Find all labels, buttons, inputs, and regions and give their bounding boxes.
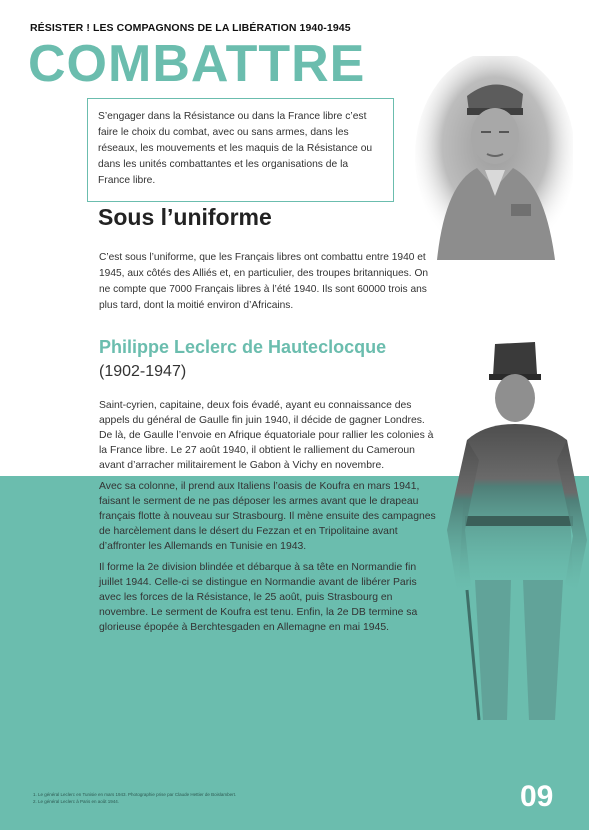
portrait-photo bbox=[415, 56, 573, 260]
bio-text bbox=[99, 398, 439, 641]
bio-paragraph: Avec sa colonne, il prend aux Italiens l’oasis de Koufra en mars 1941, faisant le serment de ne pas déposer les armes avant que le drapeau français flotte à nouveau sur Strasbourg. Il mène ensuite des campagnes de harcèlement dans le désert du Fezzan et en Tripolitaine avant d’affronter les Allemands en Tunisie en 1943. bbox=[99, 481, 436, 552]
page-number: 09 bbox=[520, 780, 554, 813]
bio-paragraph: Il forme la 2e division blindée et débarque à sa tête en Normandie fin juillet 1944. Celle-ci se distingue en Normandie avant de libérer Paris avec les forces de la Résistance, le 25 août, puis Strasbourg en novembre. Le serment de Koufra est tenu. Enfin, la 2e DB termine sa glorieuse épopée à Berchtesgaden en Allemagne en mai 1945. bbox=[99, 562, 418, 633]
footnote: 2. Le général Leclerc à Paris en août 1944. bbox=[33, 799, 120, 804]
bio-name: Philippe Leclerc de Hauteclocque bbox=[99, 337, 387, 357]
section-heading: Sous l’uniforme bbox=[98, 204, 272, 230]
series-kicker: RÉSISTER ! LES COMPAGNONS DE LA LIBÉRATION 1940-1945 bbox=[30, 22, 351, 34]
footnote: 1. Le général Leclerc en Tunisie en mars 1943. Photographie prise par Claude Hettier de Boislambert. bbox=[33, 792, 237, 797]
standing-officer-photo bbox=[445, 340, 589, 730]
photo-credits bbox=[33, 791, 236, 805]
page-title: COMBATTRE bbox=[28, 35, 366, 93]
bio-dates: (1902-1947) bbox=[99, 363, 187, 380]
bio-paragraph: Saint-cyrien, capitaine, deux fois évadé, ayant eu connaissance des appels du général de Gaulle fin juin 1940, il décide de gagner Londres. De là, de Gaulle l’envoie en Afrique équatoriale pour rallier les colonies à la France libre. Le 27 août 1940, il obtient le ralliement du Cameroun avant d’arracher militairement le Gabon à Vichy en novembre. bbox=[99, 400, 434, 471]
intro-box: S’engager dans la Résistance ou dans la France libre c’est faire le choix du combat, avec ou sans armes, dans les réseaux, les mouvements et les maquis de la Résistance ou dans les unités combattantes et les organisations de la France libre. bbox=[87, 98, 394, 202]
section-paragraph: C’est sous l’uniforme, que les Français libres ont combattu entre 1940 et 1945, aux côtés des Alliés et, en particulier, des troupes britanniques. On ne compte que 7000 Français libres à l’été 1940. Ils sont 60000 trois ans plus tard, dont la moitié environ d’Africains. bbox=[99, 252, 429, 311]
